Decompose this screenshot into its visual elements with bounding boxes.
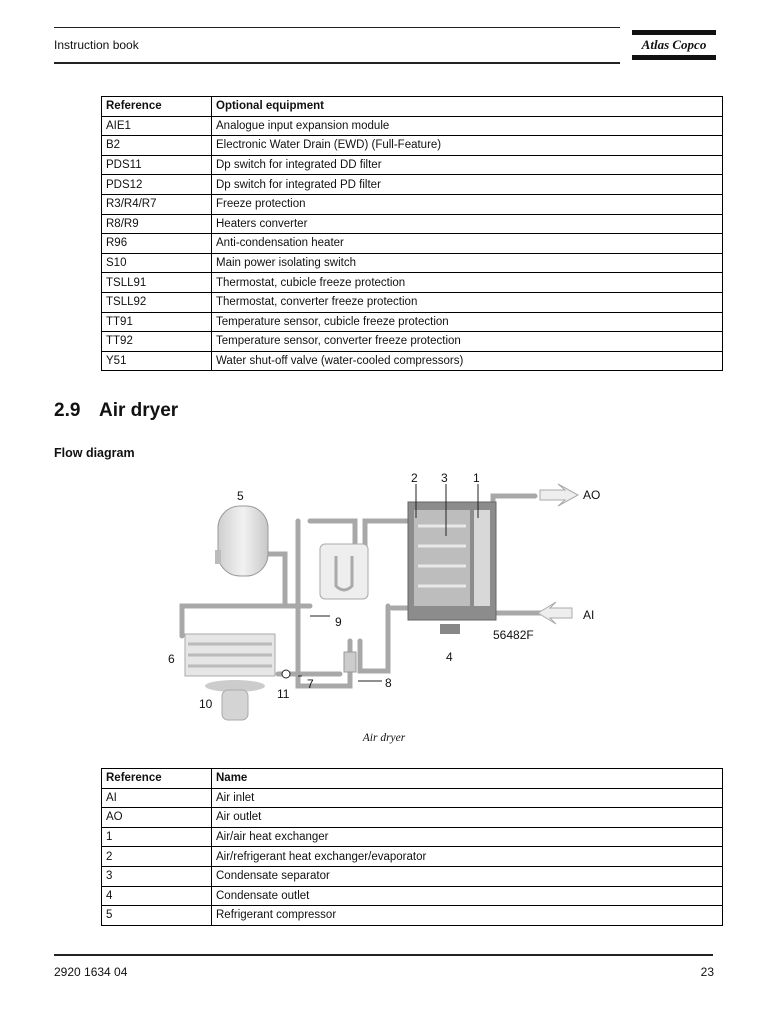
section-number: 2.9 bbox=[54, 400, 81, 421]
reference-cell: 5 bbox=[102, 906, 212, 926]
table-row bbox=[102, 312, 723, 332]
gauge bbox=[282, 670, 290, 678]
table-row bbox=[102, 175, 723, 195]
diagram-label-11: 11 bbox=[277, 687, 290, 701]
reference-cell: PDS12 bbox=[102, 175, 212, 195]
reference-cell: TSLL91 bbox=[102, 273, 212, 293]
flow-diagram-heading: Flow diagram bbox=[54, 446, 135, 460]
page-number: 23 bbox=[700, 965, 714, 979]
table-row bbox=[102, 116, 723, 136]
table-row bbox=[102, 808, 723, 828]
table-row bbox=[102, 906, 723, 926]
description-cell: Temperature sensor, converter freeze protection bbox=[212, 332, 723, 352]
description-cell: Condensate outlet bbox=[212, 886, 723, 906]
table-row bbox=[102, 136, 723, 156]
description-cell: Air/refrigerant heat exchanger/evaporator bbox=[212, 847, 723, 867]
document-number: 2920 1634 04 bbox=[54, 965, 128, 979]
table-header-row bbox=[102, 769, 723, 789]
air-outlet-arrow bbox=[540, 484, 578, 506]
reference-cell: AIE1 bbox=[102, 116, 212, 136]
table-row bbox=[102, 234, 723, 254]
table-row bbox=[102, 194, 723, 214]
description-cell: Anti-condensation heater bbox=[212, 234, 723, 254]
reference-cell: R3/R4/R7 bbox=[102, 194, 212, 214]
description-cell: Water shut-off valve (water-cooled compressors) bbox=[212, 351, 723, 371]
component-name-table bbox=[101, 768, 723, 926]
svg-text:Atlas Copco: Atlas Copco bbox=[641, 37, 707, 52]
description-cell: Dp switch for integrated DD filter bbox=[212, 155, 723, 175]
reference-cell: R8/R9 bbox=[102, 214, 212, 234]
table-row bbox=[102, 788, 723, 808]
reference-cell: B2 bbox=[102, 136, 212, 156]
fan-motor bbox=[205, 680, 265, 720]
diagram-label-5: 5 bbox=[237, 489, 244, 503]
description-cell: Analogue input expansion module bbox=[212, 116, 723, 136]
diagram-label-7: 7 bbox=[307, 677, 314, 691]
optional-equipment-table bbox=[101, 96, 723, 371]
description-cell: Temperature sensor, cubicle freeze protection bbox=[212, 312, 723, 332]
header-rule bbox=[54, 62, 620, 64]
description-cell: Air inlet bbox=[212, 788, 723, 808]
diagram-label-10: 10 bbox=[199, 697, 213, 711]
diagram-label-ai: AI bbox=[583, 608, 595, 622]
column-header: Optional equipment bbox=[212, 97, 723, 117]
column-header: Name bbox=[212, 769, 723, 789]
diagram-label-6: 6 bbox=[168, 652, 175, 666]
footer-rule bbox=[54, 954, 713, 956]
section-heading bbox=[54, 400, 178, 422]
diagram-label-4: 4 bbox=[446, 650, 453, 664]
condensate-outlet-device bbox=[440, 624, 460, 634]
diagram-label-ao: AO bbox=[583, 488, 601, 502]
top-rule bbox=[54, 27, 620, 28]
table-row bbox=[102, 332, 723, 352]
heat-exchanger-unit bbox=[408, 502, 496, 620]
reference-cell: S10 bbox=[102, 253, 212, 273]
description-cell: Freeze protection bbox=[212, 194, 723, 214]
description-cell: Electronic Water Drain (EWD) (Full-Feature) bbox=[212, 136, 723, 156]
refrigerant-compressor bbox=[215, 506, 268, 576]
condenser bbox=[185, 634, 275, 676]
column-header: Reference bbox=[102, 97, 212, 117]
description-cell: Thermostat, cubicle freeze protection bbox=[212, 273, 723, 293]
diagram-label-9: 9 bbox=[335, 615, 342, 629]
expansion-valve bbox=[344, 652, 356, 672]
reference-cell: 1 bbox=[102, 827, 212, 847]
reference-cell: 3 bbox=[102, 866, 212, 886]
table-row bbox=[102, 847, 723, 867]
reference-cell: AI bbox=[102, 788, 212, 808]
header-title: Instruction book bbox=[54, 38, 139, 52]
flow-diagram bbox=[160, 466, 610, 728]
description-cell: Refrigerant compressor bbox=[212, 906, 723, 926]
reference-cell: 4 bbox=[102, 886, 212, 906]
diagram-label-2: 2 bbox=[411, 471, 418, 485]
diagram-label-1: 1 bbox=[473, 471, 480, 485]
description-cell: Air outlet bbox=[212, 808, 723, 828]
air-inlet-arrow bbox=[538, 602, 572, 624]
table-row bbox=[102, 886, 723, 906]
table-row bbox=[102, 155, 723, 175]
reference-cell: AO bbox=[102, 808, 212, 828]
reference-cell: R96 bbox=[102, 234, 212, 254]
diagram-label-8: 8 bbox=[385, 676, 392, 690]
section-title: Air dryer bbox=[99, 400, 179, 421]
reference-cell: 2 bbox=[102, 847, 212, 867]
diagram-code: 56482F bbox=[493, 628, 534, 642]
reference-cell: TT91 bbox=[102, 312, 212, 332]
reference-cell: TSLL92 bbox=[102, 292, 212, 312]
table-row bbox=[102, 253, 723, 273]
figure-caption: Air dryer bbox=[362, 732, 406, 744]
description-cell: Heaters converter bbox=[212, 214, 723, 234]
reference-cell: Y51 bbox=[102, 351, 212, 371]
table-row bbox=[102, 827, 723, 847]
description-cell: Dp switch for integrated PD filter bbox=[212, 175, 723, 195]
description-cell: Air/air heat exchanger bbox=[212, 827, 723, 847]
column-header: Reference bbox=[102, 769, 212, 789]
table-header-row bbox=[102, 97, 723, 117]
diagram-label-3: 3 bbox=[441, 471, 448, 485]
reference-cell: TT92 bbox=[102, 332, 212, 352]
table-row bbox=[102, 351, 723, 371]
table-row bbox=[102, 214, 723, 234]
table-row bbox=[102, 866, 723, 886]
description-cell: Condensate separator bbox=[212, 866, 723, 886]
atlas-copco-logo bbox=[632, 30, 716, 60]
table-row bbox=[102, 292, 723, 312]
description-cell: Thermostat, converter freeze protection bbox=[212, 292, 723, 312]
description-cell: Main power isolating switch bbox=[212, 253, 723, 273]
condensate-separator-vessel bbox=[320, 544, 368, 599]
table-row bbox=[102, 273, 723, 293]
reference-cell: PDS11 bbox=[102, 155, 212, 175]
